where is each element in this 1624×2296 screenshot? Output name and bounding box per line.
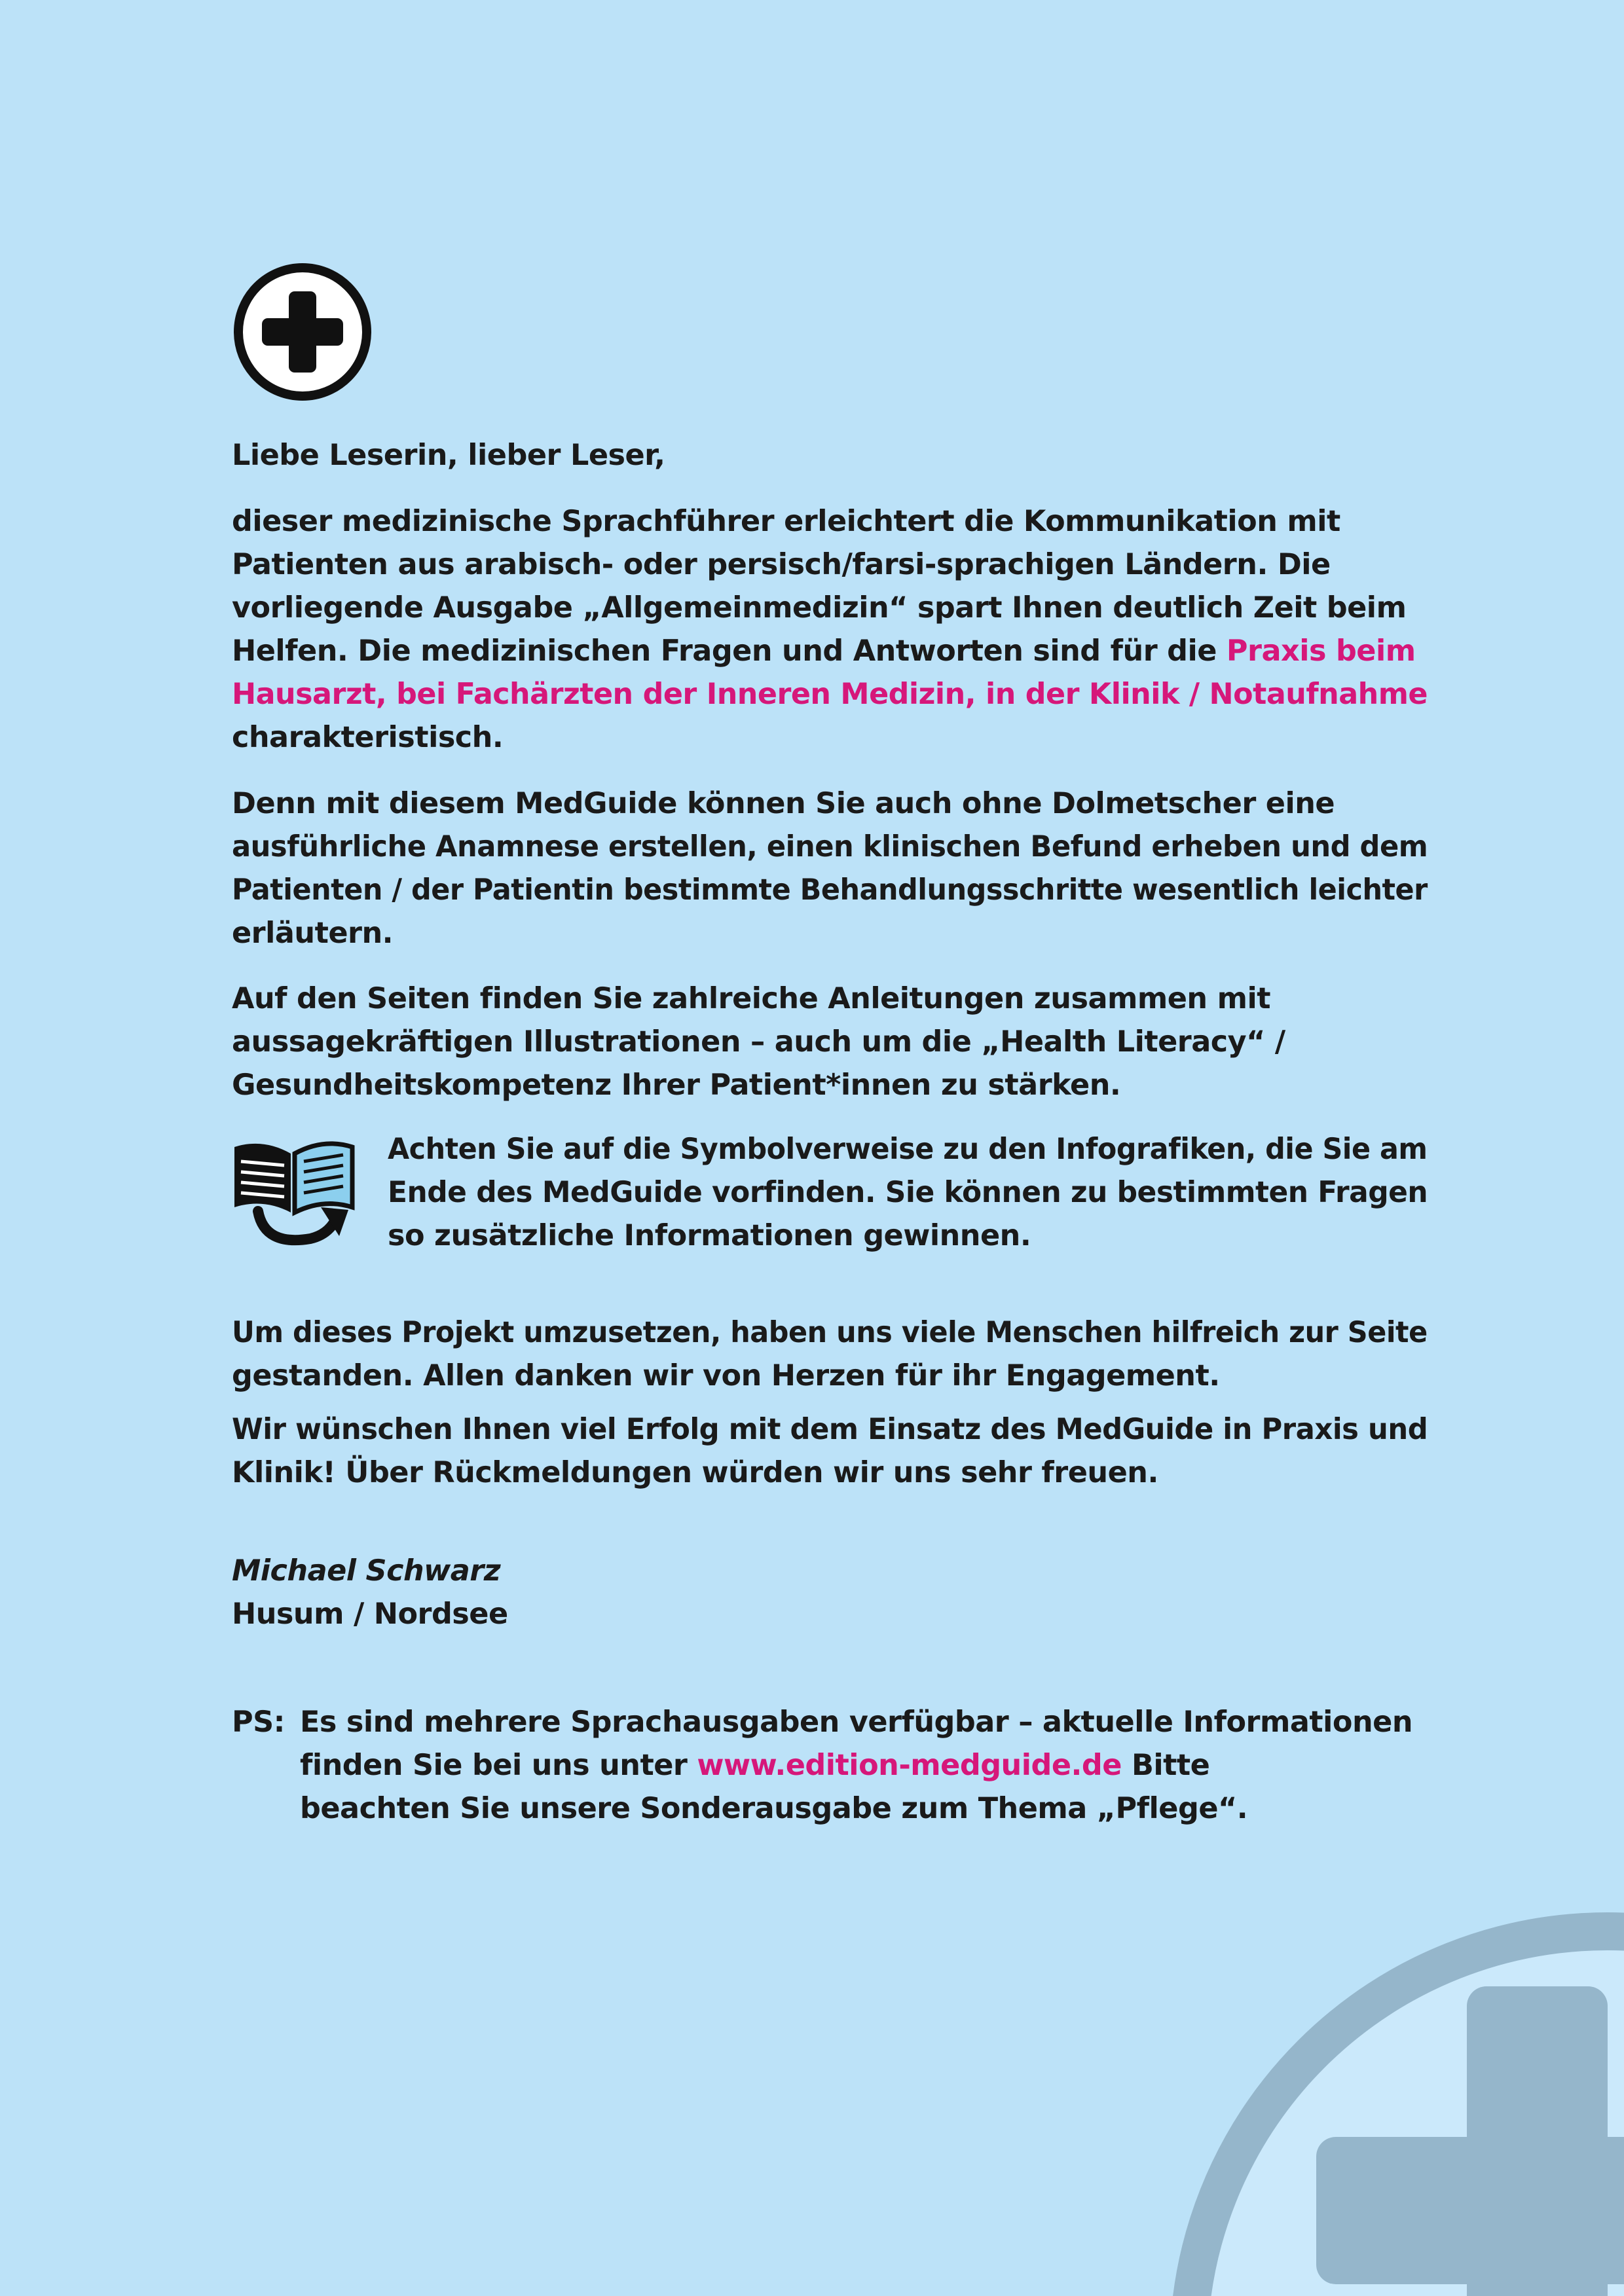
website-link[interactable]: www.edition-medguide.de — [697, 1749, 1122, 1782]
greeting: Liebe Leserin, lieber Leser, — [232, 439, 665, 472]
paragraph-line: gestanden. Allen danken wir von Herzen für ihr Engagement. — [232, 1359, 1220, 1393]
intro-line: vorliegende Ausgabe „Allgemeinmedizin“ spart Ihnen deutlich Zeit beim — [232, 591, 1407, 625]
intro-text: Helfen. Die medizinischen Fragen und Antworten sind für die — [232, 634, 1227, 668]
ps-label: PS: — [232, 1705, 285, 1739]
intro-line: Patienten aus arabisch- oder persisch/farsi-sprachigen Ländern. Die — [232, 548, 1331, 581]
ps-text: Bitte — [1121, 1749, 1210, 1782]
paragraph-line: aussagekräftigen Illustrationen – auch um die „Health Literacy“ / — [232, 1025, 1285, 1059]
paragraph-line: ausführliche Anamnese erstellen, einen klinischen Befund erheben und dem — [232, 830, 1428, 864]
ps-line — [300, 1744, 1209, 1787]
ps-line: beachten Sie unsere Sonderausgabe zum Thema „Pflege“. — [300, 1792, 1248, 1825]
paragraph-line: erläutern. — [232, 917, 394, 950]
paragraph-line: Um dieses Projekt umzusetzen, haben uns viele Menschen hilfreich zur Seite — [232, 1316, 1428, 1349]
signature-place: Husum / Nordsee — [232, 1597, 508, 1631]
ps-text: finden Sie bei uns unter — [300, 1749, 697, 1782]
paragraph-line: Wir wünschen Ihnen viel Erfolg mit dem Einsatz des MedGuide in Praxis und — [232, 1413, 1428, 1446]
intro-line: dieser medizinische Sprachführer erleichtert die Kommunikation mit — [232, 505, 1340, 538]
note-line: Achten Sie auf die Symbolverweise zu den Infografiken, die Sie am — [388, 1133, 1428, 1166]
paragraph-line: Denn mit diesem MedGuide können Sie auch ohne Dolmetscher eine — [232, 787, 1335, 820]
intro-line — [232, 630, 1416, 673]
signature-name: Michael Schwarz — [232, 1554, 501, 1588]
ps-line: Es sind mehrere Sprachausgaben verfügbar – aktuelle Informationen — [300, 1705, 1413, 1739]
open-book-arrow-icon — [232, 1130, 356, 1253]
paragraph-line: Auf den Seiten finden Sie zahlreiche Anleitungen zusammen mit — [232, 982, 1270, 1015]
intro-line: charakteristisch. — [232, 721, 504, 754]
note-line: Ende des MedGuide vorfinden. Sie können zu bestimmten Fragen — [388, 1176, 1428, 1209]
highlight-text: Praxis beim — [1226, 634, 1416, 668]
note-line: so zusätzliche Informationen gewinnen. — [388, 1219, 1031, 1252]
paragraph-line: Klinik! Über Rückmeldungen würden wir uns sehr freuen. — [232, 1456, 1158, 1489]
medical-cross-icon — [233, 263, 372, 401]
highlight-text: Hausarzt, bei Fachärzten der Inneren Medizin, in der Klinik / Notaufnahme — [232, 678, 1428, 711]
paragraph-line: Gesundheitskompetenz Ihrer Patient*innen zu stärken. — [232, 1068, 1121, 1102]
paragraph-line: Patienten / der Patientin bestimmte Behandlungsschritte wesentlich leichter — [232, 873, 1428, 907]
